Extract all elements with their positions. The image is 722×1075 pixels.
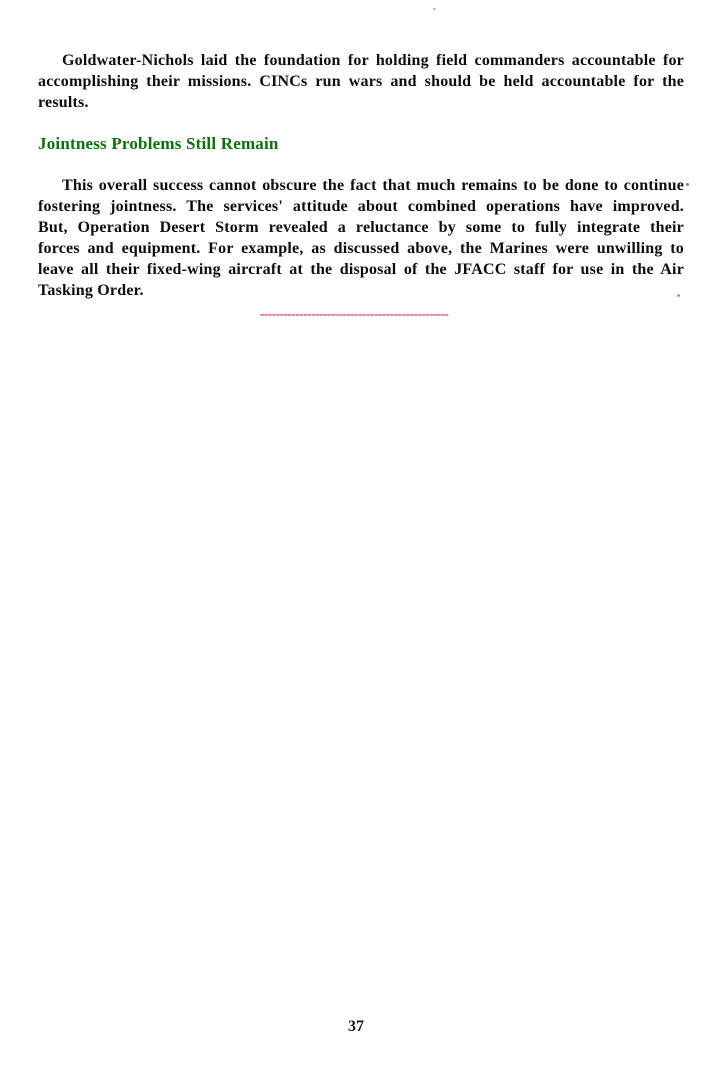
paragraph-line: leave all their fixed-wing aircraft at the disposal of the JFACC staff for use in the Air bbox=[38, 261, 684, 278]
paragraph-line: Goldwater-Nichols laid the foundation for holding field commanders accountable for bbox=[62, 52, 684, 69]
paragraph-line: results. bbox=[38, 94, 89, 111]
scan-speck bbox=[433, 8, 436, 10]
paragraph-line: fostering jointness. The services' attitude about combined operations have improved. bbox=[38, 198, 684, 215]
paragraph-line: forces and equipment. For example, as discussed above, the Marines were unwilling to bbox=[38, 240, 684, 257]
paragraph-line: But, Operation Desert Storm revealed a reluctance by some to fully integrate their bbox=[38, 219, 684, 236]
dashed-separator: ------------------------------------------------ bbox=[260, 307, 449, 321]
paragraph-line: This overall success cannot obscure the fact that much remains to be done to continue bbox=[62, 177, 684, 194]
scan-speck bbox=[677, 294, 680, 297]
section-heading: Jointness Problems Still Remain bbox=[38, 134, 279, 153]
document-content bbox=[38, 50, 684, 321]
paragraph-line: accomplishing their missions. CINCs run wars and should be held accountable for the bbox=[38, 73, 684, 90]
paragraph-goldwater-nichols bbox=[38, 50, 684, 113]
paragraph-line: Tasking Order. bbox=[38, 282, 144, 299]
paragraph-jointness-problems bbox=[38, 175, 684, 301]
page-number: 37 bbox=[348, 1018, 364, 1035]
scan-speck bbox=[686, 183, 689, 186]
